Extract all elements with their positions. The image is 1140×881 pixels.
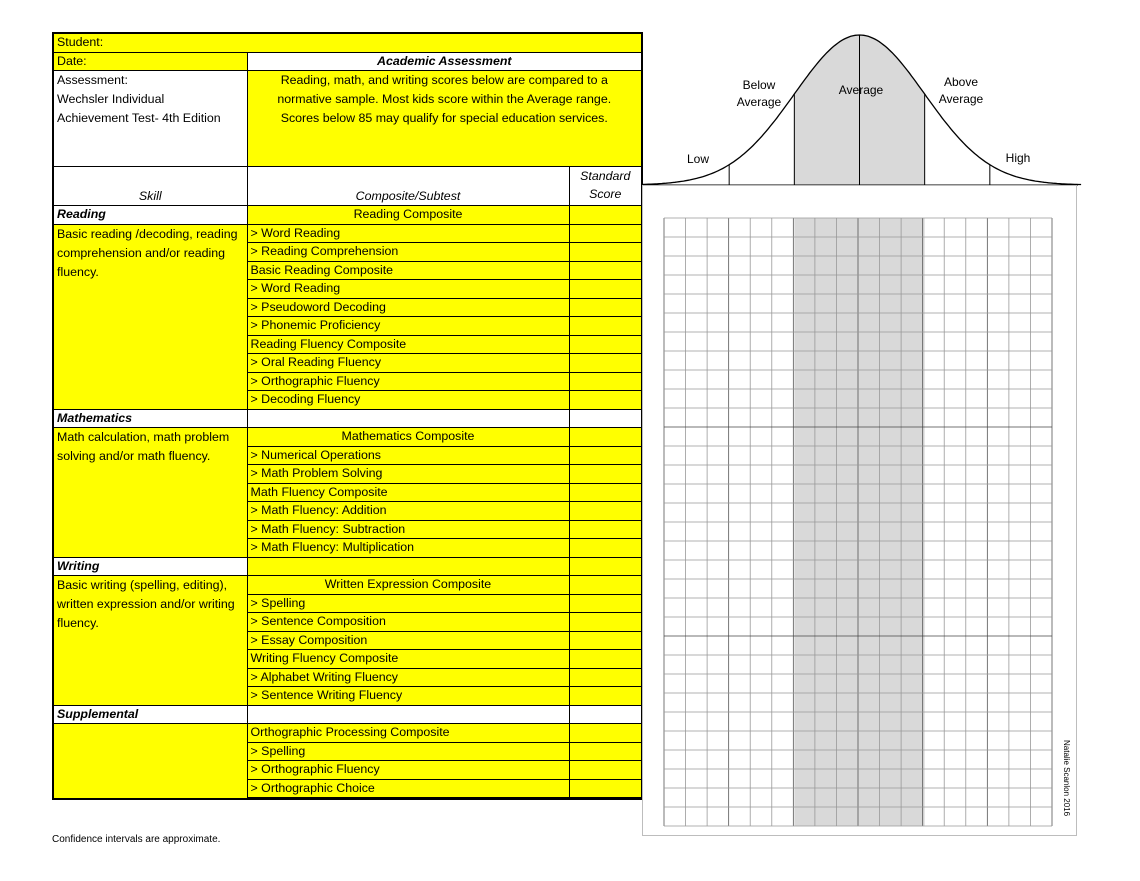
blank-cell xyxy=(247,705,569,724)
score-cell[interactable] xyxy=(569,631,642,650)
subtest-row: > Word Reading xyxy=(247,224,569,243)
subtest-row: > Math Problem Solving xyxy=(247,465,569,484)
score-cell[interactable] xyxy=(569,650,642,669)
subtest-row: > Essay Composition xyxy=(247,631,569,650)
subtest-row: > Pseudoword Decoding xyxy=(247,298,569,317)
score-cell[interactable] xyxy=(569,280,642,299)
subtest-row: > Orthographic Fluency xyxy=(247,372,569,391)
subtest-row: > Numerical Operations xyxy=(247,446,569,465)
score-cell[interactable] xyxy=(569,483,642,502)
subtest-row: > Reading Comprehension xyxy=(247,243,569,262)
subtest-row: > Math Fluency: Addition xyxy=(247,502,569,521)
blank-cell xyxy=(247,557,569,576)
writing-composite: Written Expression Composite xyxy=(247,576,569,595)
score-cell[interactable] xyxy=(569,428,642,447)
math-section-title: Mathematics xyxy=(53,409,247,428)
composite-column-header: Composite/Subtest xyxy=(247,167,569,206)
average-label: Average xyxy=(838,83,884,97)
assessment-table xyxy=(52,32,643,800)
low-label: Low xyxy=(686,152,710,166)
subtest-row: > Math Fluency: Multiplication xyxy=(247,539,569,558)
date-field[interactable]: Date: xyxy=(53,52,247,71)
assessment-info xyxy=(53,71,247,167)
student-field[interactable]: Student: xyxy=(53,33,642,52)
subtest-row: > Decoding Fluency xyxy=(247,391,569,410)
supplemental-section-title: Supplemental xyxy=(53,705,247,724)
score-cell[interactable] xyxy=(569,687,642,706)
math-description: Math calculation, math problem solving and/or math fluency. xyxy=(53,428,247,558)
below-average-label-1: Below xyxy=(742,78,776,92)
score-cell[interactable] xyxy=(569,779,642,798)
skill-column-header: Skill xyxy=(53,167,247,206)
subtest-row: > Phonemic Proficiency xyxy=(247,317,569,336)
blank-cell xyxy=(569,409,642,428)
writing-section-title: Writing xyxy=(53,557,247,576)
subtest-row: > Oral Reading Fluency xyxy=(247,354,569,373)
assessment-name-2: Achievement Test- 4th Edition xyxy=(57,111,221,125)
writing-description: Basic writing (spelling, editing), written expression and/or writing fluency. xyxy=(53,576,247,706)
score-cell[interactable] xyxy=(569,576,642,595)
score-cell[interactable] xyxy=(569,594,642,613)
score-column-header: Standard Score xyxy=(569,167,642,206)
score-cell[interactable] xyxy=(569,446,642,465)
score-cell[interactable] xyxy=(569,502,642,521)
score-cell[interactable] xyxy=(569,391,642,410)
assessment-description: Reading, math, and writing scores below are compared to a normative sample. Most kids score within the Average range. Scores below 85 may qualify for special education services. xyxy=(247,71,642,167)
subtest-row: > Alphabet Writing Fluency xyxy=(247,668,569,687)
subtest-row: Reading Fluency Composite xyxy=(247,335,569,354)
score-cell[interactable] xyxy=(569,539,642,558)
score-cell[interactable] xyxy=(569,317,642,336)
score-cell[interactable] xyxy=(569,354,642,373)
subtest-row: > Orthographic Choice xyxy=(247,779,569,798)
score-cell[interactable] xyxy=(569,724,642,743)
score-cell[interactable] xyxy=(569,798,642,800)
watermark: Natalie Scanlon 2016 xyxy=(1062,740,1071,817)
subtest-row: Basic Reading Composite xyxy=(247,261,569,280)
subtest-row: Orthographic Processing Composite xyxy=(247,724,569,743)
above-average-label-2: Average xyxy=(938,92,984,106)
blank-cell xyxy=(569,557,642,576)
subtest-row: Math Fluency Composite xyxy=(247,483,569,502)
subtest-row: > Math Fluency: Subtraction xyxy=(247,520,569,539)
footnote: Confidence intervals are approximate. xyxy=(52,834,221,845)
subtest-row: Writing Fluency Composite xyxy=(247,650,569,669)
curve-divider-lines xyxy=(729,35,990,185)
above-average-label-1: Above xyxy=(943,75,979,89)
score-cell[interactable] xyxy=(569,520,642,539)
score-cell[interactable] xyxy=(569,335,642,354)
subtest-row: > Spelling xyxy=(247,594,569,613)
score-cell[interactable] xyxy=(569,372,642,391)
assessment-name-1: Wechsler Individual xyxy=(57,92,165,106)
score-grid xyxy=(642,185,1080,837)
subtest-row: > Spelling xyxy=(247,742,569,761)
subtest-row: > Sentence Composition xyxy=(247,613,569,632)
blank-cell xyxy=(247,798,569,800)
blank-cell xyxy=(569,705,642,724)
blank-cell xyxy=(247,409,569,428)
score-cell[interactable] xyxy=(569,298,642,317)
score-cell[interactable] xyxy=(569,261,642,280)
reading-description: Basic reading /decoding, reading comprehension and/or reading fluency. xyxy=(53,224,247,409)
score-cell[interactable] xyxy=(569,243,642,262)
assessment-label: Assessment: xyxy=(57,73,128,87)
score-cell[interactable] xyxy=(569,761,642,780)
form-title: Academic Assessment xyxy=(247,52,642,71)
score-cell[interactable] xyxy=(569,206,642,225)
reading-section-title: Reading xyxy=(53,206,247,225)
reading-composite: Reading Composite xyxy=(247,206,569,225)
math-composite: Mathematics Composite xyxy=(247,428,569,447)
score-cell[interactable] xyxy=(569,668,642,687)
score-cell[interactable] xyxy=(569,613,642,632)
score-cell[interactable] xyxy=(569,224,642,243)
below-average-label-2: Average xyxy=(736,95,782,109)
subtest-row: > Orthographic Fluency xyxy=(247,761,569,780)
score-cell[interactable] xyxy=(569,465,642,484)
subtest-row: > Sentence Writing Fluency xyxy=(247,687,569,706)
subtest-row: > Word Reading xyxy=(247,280,569,299)
high-label: High xyxy=(1005,151,1031,165)
score-cell[interactable] xyxy=(569,742,642,761)
supplemental-description xyxy=(53,724,247,800)
